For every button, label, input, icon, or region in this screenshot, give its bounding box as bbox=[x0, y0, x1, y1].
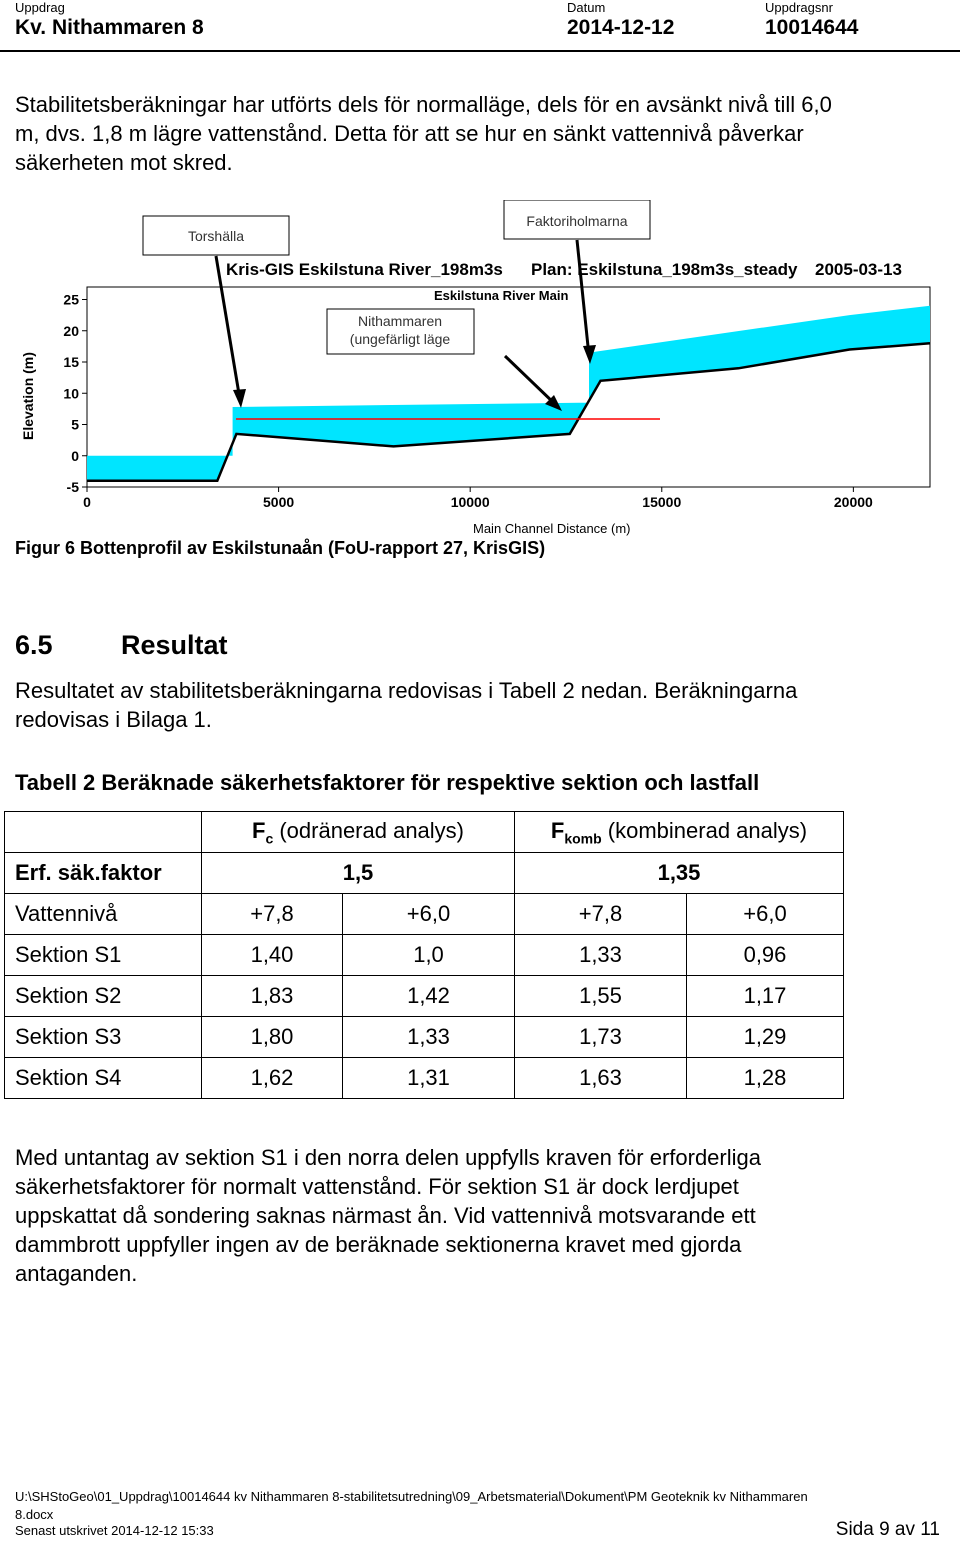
intro-line: Stabilitetsberäkningar har utförts dels för normalläge, dels för en avsänkt nivå till 6,0 bbox=[15, 92, 832, 117]
table-cell: 1,55 bbox=[515, 976, 687, 1017]
table-cell: 1,73 bbox=[515, 1017, 687, 1058]
bottom-profile-chart bbox=[0, 200, 960, 540]
footer-file-path bbox=[15, 1488, 808, 1524]
footer-printed: Senast utskrivet 2014-12-12 15:33 bbox=[15, 1523, 214, 1538]
table-cell: 1,62 bbox=[202, 1058, 343, 1099]
y-tick-label: 15 bbox=[63, 354, 79, 370]
result-line: Resultatet av stabilitetsberäkningarna redovisas i Tabell 2 nedan. Beräkningarna bbox=[15, 678, 798, 703]
table-cell: 1,40 bbox=[202, 935, 343, 976]
footer-page-number: Sida 9 av 11 bbox=[835, 1519, 940, 1540]
uppdrag-value: Kv. Nithammaren 8 bbox=[15, 16, 204, 39]
level-label: Vattennivå bbox=[5, 894, 202, 935]
row-label: Sektion S1 bbox=[5, 935, 202, 976]
chart-title-left: Kris-GIS Eskilstuna River_198m3s bbox=[226, 260, 503, 279]
footer-path-line: 8.docx bbox=[15, 1507, 54, 1522]
arrow-torshalla-head bbox=[233, 389, 246, 408]
level-cell: +6,0 bbox=[687, 894, 844, 935]
table-cell: 1,31 bbox=[343, 1058, 515, 1099]
table-row bbox=[5, 935, 844, 976]
erf-label: Erf. säk.faktor bbox=[5, 853, 202, 894]
table-row bbox=[5, 976, 844, 1017]
y-tick-label: 5 bbox=[71, 416, 79, 433]
result-paragraph bbox=[15, 676, 797, 734]
table-cell: 1,83 bbox=[202, 976, 343, 1017]
chart-title-date: 2005-03-13 bbox=[815, 260, 902, 279]
x-tick-label: 15000 bbox=[642, 494, 682, 510]
intro-paragraph bbox=[15, 90, 832, 177]
table-row bbox=[5, 1017, 844, 1058]
safety-factor-table bbox=[4, 811, 844, 1099]
y-tick-label: 10 bbox=[63, 385, 79, 402]
table-cell: 1,0 bbox=[343, 935, 515, 976]
row-label: Sektion S3 bbox=[5, 1017, 202, 1058]
x-tick-label: 5000 bbox=[263, 494, 295, 510]
y-axis-label: Elevation (m) bbox=[20, 352, 36, 440]
level-cell: +6,0 bbox=[343, 894, 515, 935]
table-cell: 1,17 bbox=[687, 976, 844, 1017]
empty-header-cell bbox=[5, 812, 202, 853]
chart-title-plan: Plan: Eskilstuna_198m3s_steady bbox=[531, 260, 798, 279]
callout-faktori: Faktoriholmarna bbox=[526, 213, 628, 229]
table-cell: 1,63 bbox=[515, 1058, 687, 1099]
fkomb-header: $F_{komb}$ (kombinerad analys) bbox=[515, 812, 844, 853]
water-surface-area bbox=[87, 306, 930, 481]
table-cell: 1,28 bbox=[687, 1058, 844, 1099]
x-axis-label: Main Channel Distance (m) bbox=[473, 521, 631, 536]
figure-caption: Figur 6 Bottenprofil av Eskilstunaån (FoU-rapport 27, KrisGIS) bbox=[15, 538, 546, 558]
datum-value: 2014-12-12 bbox=[567, 16, 675, 39]
arrow-nithammaren bbox=[505, 356, 556, 405]
section-heading bbox=[15, 630, 228, 661]
y-tick-label: -5 bbox=[66, 479, 79, 495]
uppdrag-label: Uppdrag bbox=[15, 0, 65, 15]
conclusion-line: antaganden. bbox=[15, 1261, 138, 1286]
row-label: Sektion S2 bbox=[5, 976, 202, 1017]
intro-line: säkerheten mot skred. bbox=[15, 150, 233, 175]
chart-subtitle: Eskilstuna River Main bbox=[434, 288, 569, 303]
y-tick-label: 0 bbox=[71, 447, 79, 464]
callout-torshalla: Torshälla bbox=[187, 228, 245, 244]
header-divider bbox=[0, 50, 960, 52]
table-cell: 1,80 bbox=[202, 1017, 343, 1058]
y-tick-label: 20 bbox=[63, 322, 79, 339]
table-level-row bbox=[5, 894, 844, 935]
table-caption: Tabell 2 Beräknade säkerhetsfaktorer för respektive sektion och lastfall bbox=[15, 770, 760, 795]
x-tick-label: 20000 bbox=[833, 494, 873, 510]
x-tick-label: 0 bbox=[83, 494, 91, 510]
footer-path-line: U:\SHStoGeo\01_Uppdrag\10014644 kv Nithammaren 8-stabilitetsutredning\09_Arbetsmaterial\Dokument\PM Geoteknik kv Nithammaren bbox=[15, 1489, 808, 1504]
table-cell: 1,29 bbox=[687, 1017, 844, 1058]
uppdragsnr-value: 10014644 bbox=[765, 16, 859, 39]
table-row bbox=[5, 1058, 844, 1099]
uppdragsnr-label: Uppdragsnr bbox=[765, 0, 833, 15]
callout-nithammaren-line1: Nithammaren bbox=[357, 313, 443, 329]
row-label: Sektion S4 bbox=[5, 1058, 202, 1099]
conclusion-paragraph bbox=[15, 1143, 761, 1288]
erf-fkomb-value: 1,35 bbox=[515, 853, 844, 894]
datum-label: Datum bbox=[567, 0, 606, 15]
conclusion-line: uppskattat då sondering saknas närmast ån. Vid vattennivå motsvarande ett bbox=[15, 1203, 756, 1228]
table-required-row bbox=[5, 853, 844, 894]
erf-fc-value: 1,5 bbox=[202, 853, 515, 894]
table-cell: 1,33 bbox=[343, 1017, 515, 1058]
table-cell: 0,96 bbox=[687, 935, 844, 976]
table-cell: 1,42 bbox=[343, 976, 515, 1017]
result-line: redovisas i Bilaga 1. bbox=[15, 707, 212, 732]
intro-line: m, dvs. 1,8 m lägre vattenstånd. Detta för att se hur en sänkt vattennivå påverkar bbox=[15, 121, 804, 146]
section-title: Resultat bbox=[121, 630, 228, 660]
callout-nithammaren-line2: (ungefärligt läge bbox=[349, 331, 451, 347]
conclusion-line: Med untantag av sektion S1 i den norra delen uppfylls kraven för erforderliga bbox=[15, 1145, 761, 1170]
table-header-row bbox=[5, 812, 844, 853]
conclusion-line: säkerhetsfaktorer för normalt vattenstånd. För sektion S1 är dock lerdjupet bbox=[15, 1174, 739, 1199]
arrow-faktori bbox=[577, 240, 589, 356]
fc-header: $F_c$ (odränerad analys) bbox=[202, 812, 515, 853]
level-cell: +7,8 bbox=[515, 894, 687, 935]
section-number: 6.5 bbox=[15, 630, 53, 660]
level-cell: +7,8 bbox=[202, 894, 343, 935]
x-tick-label: 10000 bbox=[450, 494, 490, 510]
conclusion-line: dammbrott uppfyller ingen av de beräknade sektionerna kravet med gjorda bbox=[15, 1232, 742, 1257]
table-cell: 1,33 bbox=[515, 935, 687, 976]
y-tick-label: 25 bbox=[63, 291, 79, 308]
